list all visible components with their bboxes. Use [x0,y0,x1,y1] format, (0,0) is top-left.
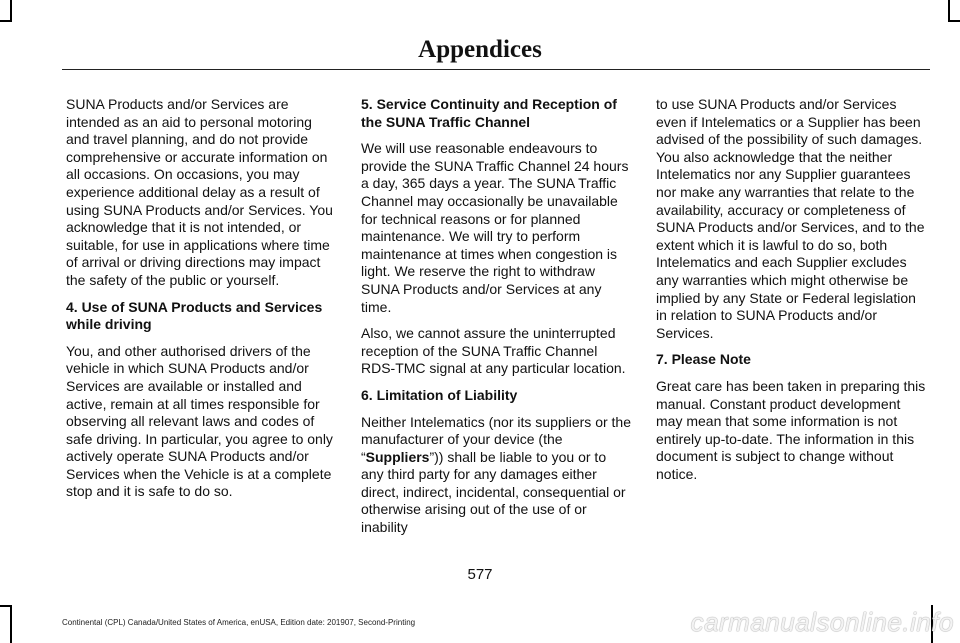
section-heading-7: 7. Please Note [656,351,751,368]
paragraph: We will use reasonable endeavours to provide the SUNA Traffic Channel 24 hours a day, 365 days a year. The SUNA Traffic Channel may occasionally be unavailable for technical reasons or for planned maintenance. We will try to perform maintenance at times when congestion is light. We reserve the right to withdraw SUNA Products and/or Services at any time. [361,140,629,315]
paragraph: Also, we cannot assure the uninterrupted reception of the SUNA Traffic Channel RDS-TMC signal at any particular location. [361,325,626,377]
footer-edition-info: Continental (CPL) Canada/United States of America, enUSA, Edition date: 201907, Second-Printing [62,618,416,627]
crop-mark-top-right-v [948,0,950,22]
text-run: ”)) shall be liable to you or to any third party for any damages either direct, indirect, incidental, consequential or otherwise arising out of the use of or inability [361,448,626,536]
section-heading-5: 5. Service Continuity and Reception of the SUNA Traffic Channel [361,96,617,130]
crop-mark-bottom-left-v [10,605,12,643]
crop-mark-top-left-h [0,20,12,22]
watermark: carmanualsonline.info [690,607,954,637]
section-heading-6: 6. Limitation of Liability [361,386,518,403]
paragraph: to use SUNA Products and/or Services even if Intelematics or a Supplier has been advised of the possibility of such damages. You also acknowledge that the neither Intelematics nor any Supplier guarantees nor make any warranties that relate to the availability, accuracy or completeness of SUNA Products and/or Services, and to the extent which it is lawful to do so, both Intelematics and each Supplier excludes any warranties which might otherwise be implied by any State or Federal legislation in relation to SUNA Products and/or Services. [656,96,925,341]
paragraph [361,414,631,537]
crop-mark-top-left-v [10,0,12,22]
column-1 [66,96,336,510]
paragraph: SUNA Products and/or Services are intended as an aid to personal motoring and travel planning, and do not provide comprehensive or accurate information on all occasions. On occasions, you may experience additional delay as a result of using SUNA Products and/or Services. You acknowledge that it is not intended, or suitable, for use in applications where time of arrival or driving directions may impact the safety of the public or yourself. [66,96,333,288]
crop-mark-bottom-left-h [0,605,12,607]
paragraph: You, and other authorised drivers of the vehicle in which SUNA Products and/or Services are available or installed and active, remain at all times responsible for observing all relevant laws and codes of safe driving. In particular, you agree to only actively operate SUNA Products and/or Services when the Vehicle is at a complete stop and it is safe to do so. [66,342,333,500]
column-3 [656,96,926,492]
page-title: Appendices [418,36,542,63]
page-number: 577 [467,566,493,583]
section-heading-4: 4. Use of SUNA Products and Services while driving [66,298,323,333]
text-run: Neither Intelematics (nor its suppliers or the manufacturer of your device (the “ [361,413,631,465]
header-rule [62,69,930,70]
paragraph: Great care has been taken in preparing this manual. Constant product development may mean that some information is not entirely up-to-date. The information in this document is subject to change without notice. [656,377,926,482]
bold-term: Suppliers [365,448,430,465]
column-2 [361,96,631,546]
crop-mark-top-right-h [948,20,960,22]
